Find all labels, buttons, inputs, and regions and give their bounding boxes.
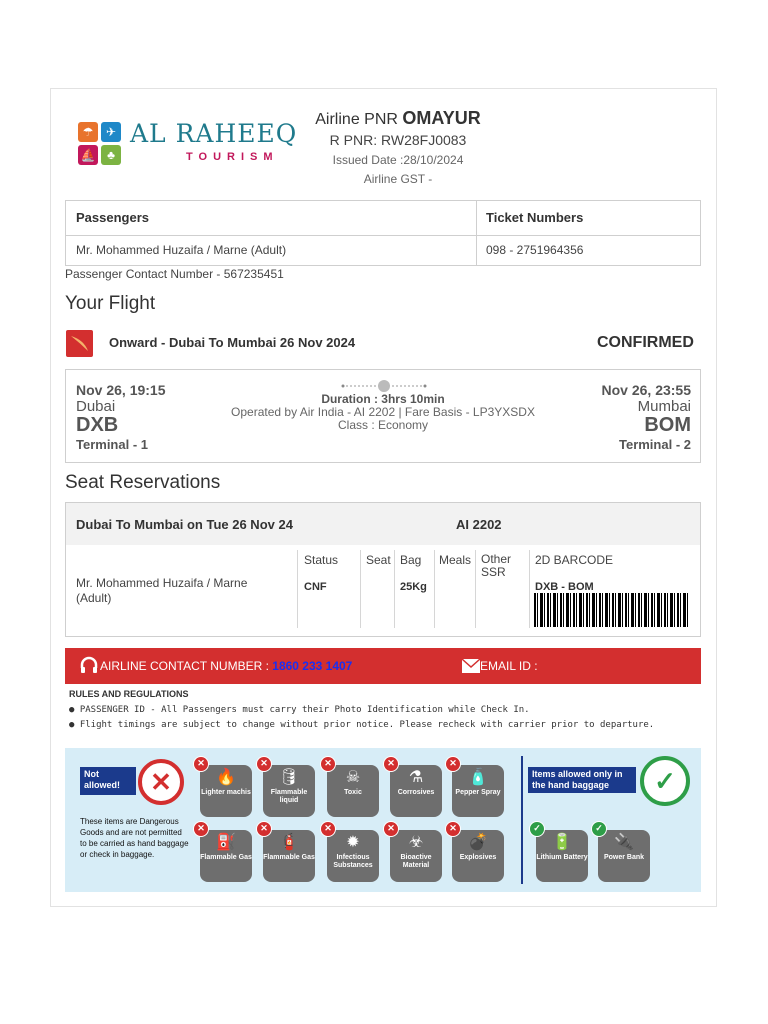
arrival-city: Mumbai	[637, 398, 691, 415]
r-pnr: R PNR: RW28FJ0083	[329, 132, 467, 148]
battery-icon: 🔋	[552, 834, 572, 851]
status-badge: CONFIRMED	[597, 334, 694, 351]
col-status: Status	[304, 553, 339, 567]
route-dots-icon	[340, 380, 428, 392]
gas-cylinder-icon: ⛽	[216, 834, 236, 851]
company-logo	[78, 122, 122, 166]
duration: Duration : 3hrs 10min	[321, 392, 445, 406]
flammable-liquid-icon: 🛢	[278, 769, 300, 786]
seat-status: CNF	[304, 581, 327, 593]
cross-icon: ✕	[193, 756, 209, 772]
palm-icon: ♣	[101, 145, 121, 165]
item-label: Flammable Gas	[263, 854, 315, 861]
rule-text: Flight timings are subject to change without prior notice. Please recheck with carrier prior to departure.	[79, 720, 655, 730]
item-flammable-gas	[200, 830, 252, 882]
item-lithium-battery	[536, 830, 588, 882]
divider	[475, 550, 476, 628]
gas-can-icon: 🧯	[279, 834, 299, 851]
rules-title: RULES AND REGULATIONS	[69, 689, 189, 699]
ticket-number: 098 - 2751964356	[486, 243, 584, 257]
rule-item: ● PASSENGER ID - All Passengers must carry their Photo Identification while Check In.	[69, 705, 530, 715]
email-label: EMAIL ID :	[480, 659, 538, 673]
item-toxic	[327, 765, 379, 817]
item-label: Flammable Gas	[200, 854, 252, 861]
allowed-items-label: Items allowed only in the hand baggage	[528, 767, 636, 793]
not-allowed-icon: ✕	[138, 759, 184, 805]
item-lighter	[200, 765, 252, 817]
departure-time: Nov 26, 19:15	[76, 382, 166, 398]
arrival-code: BOM	[644, 414, 691, 436]
travel-class: Class : Economy	[337, 418, 429, 432]
umbrella-icon: ☂	[78, 122, 98, 142]
departure-terminal: Terminal - 1	[76, 437, 149, 452]
corrosive-icon: ⚗	[408, 769, 424, 786]
item-explosives	[452, 830, 504, 882]
check-icon: ✓	[640, 756, 690, 806]
dangerous-goods-note: These items are Dangerous Goods and are not permitted to be carried as hand baggage or check in baggage.	[80, 817, 189, 859]
cross-icon: ✕	[320, 821, 336, 837]
email-icon	[461, 658, 481, 674]
passengers-header: Passengers	[76, 210, 149, 225]
cross-icon: ✕	[383, 756, 399, 772]
item-label: Pepper Spray	[455, 789, 501, 796]
item-bioactive	[390, 830, 442, 882]
biohazard-icon: ☣	[408, 834, 424, 851]
item-label: Power Bank	[603, 854, 645, 861]
col-bag: Bag	[400, 553, 422, 567]
col-other-ssr: Other SSR	[481, 552, 512, 579]
divider	[394, 550, 395, 628]
barcode-route: DXB - BOM	[535, 581, 594, 593]
airline-contact-number[interactable]: 1860 233 1407	[272, 659, 353, 673]
cross-icon: ✕	[193, 821, 209, 837]
divider	[297, 550, 298, 628]
item-label: Corrosives	[397, 789, 435, 796]
divider	[476, 201, 477, 265]
item-label: Toxic	[344, 789, 362, 796]
lighter-icon: 🔥	[216, 769, 236, 786]
airline-gst: Airline GST -	[363, 172, 433, 186]
barcode-image	[534, 593, 688, 627]
item-flammable-gas-2	[263, 830, 315, 882]
divider	[529, 550, 530, 628]
seat-route: Dubai To Mumbai on Tue 26 Nov 24	[76, 517, 293, 532]
item-flammable-liquid	[263, 765, 315, 817]
departure-code: DXB	[76, 414, 119, 436]
section-title-flight: Your Flight	[65, 293, 156, 314]
pnr-label: Airline PNR	[315, 111, 398, 128]
check-badge-icon: ✓	[591, 821, 607, 837]
passenger-contact: Passenger Contact Number - 567235451	[65, 267, 284, 281]
pepper-spray-icon: 🧴	[468, 769, 488, 786]
logo-subtitle: TOURISM	[186, 151, 279, 163]
item-label: Lighter machis	[201, 789, 251, 796]
rule-item: ● Flight timings are subject to change without prior notice. Please recheck with carrier prior to departure.	[69, 720, 655, 730]
power-bank-icon: 🔌	[614, 834, 634, 851]
cross-icon: ✕	[256, 821, 272, 837]
arrival-time: Nov 26, 23:55	[601, 382, 691, 398]
item-label: Infectious Substances	[333, 854, 373, 869]
airline-contact	[100, 659, 352, 673]
not-allowed-label: Not allowed!	[80, 767, 136, 795]
divider	[360, 550, 361, 628]
operated-by: Operated by Air India - AI 2202 | Fare Basis - LP3YXSDX	[231, 405, 535, 419]
bomb-icon: 💣	[468, 834, 488, 851]
seat-flight-number: AI 2202	[456, 517, 502, 532]
cross-icon: ✕	[256, 756, 272, 772]
rule-text: PASSENGER ID - All Passengers must carry their Photo Identification while Check In.	[79, 705, 530, 715]
seat-passenger: Mr. Mohammed Huzaifa / Marne (Adult)	[76, 576, 248, 605]
item-label: Explosives	[459, 854, 497, 861]
pnr-block	[260, 108, 536, 186]
divider	[521, 756, 523, 884]
col-barcode: 2D BARCODE	[535, 553, 614, 567]
onward-title: Onward - Dubai To Mumbai 26 Nov 2024	[109, 335, 356, 350]
plane-icon: ✈	[101, 122, 121, 142]
passenger-name: Mr. Mohammed Huzaifa / Marne (Adult)	[76, 243, 287, 257]
baggage-allowance: 25Kg	[400, 581, 427, 593]
tickets-header: Ticket Numbers	[486, 210, 584, 225]
item-power-bank	[598, 830, 650, 882]
arrival-terminal: Terminal - 2	[618, 437, 691, 452]
item-label: Lithium Battery	[536, 854, 588, 861]
toxic-icon: ☠	[345, 769, 361, 786]
cross-icon: ✕	[445, 756, 461, 772]
item-pepper-spray	[452, 765, 504, 817]
logo-name: AL RAHEEQ	[130, 119, 298, 148]
section-title-seat: Seat Reservations	[65, 472, 221, 493]
cross-icon: ✕	[320, 756, 336, 772]
item-label: Flammable liquid	[270, 789, 308, 804]
col-seat: Seat	[366, 553, 391, 567]
passengers-table	[65, 200, 701, 266]
headset-icon	[79, 656, 99, 676]
sailboat-icon: ⛵	[78, 145, 98, 165]
pnr-value: OMAYUR	[402, 108, 481, 128]
airline-contact-label: AIRLINE CONTACT NUMBER :	[100, 659, 269, 673]
check-badge-icon: ✓	[529, 821, 545, 837]
cross-icon: ✕	[383, 821, 399, 837]
cross-icon: ✕	[445, 821, 461, 837]
item-corrosives	[390, 765, 442, 817]
divider	[434, 550, 435, 628]
departure-city: Dubai	[76, 398, 116, 415]
item-infectious	[327, 830, 379, 882]
airline-logo-icon	[66, 330, 93, 357]
item-label: Bioactive Material	[400, 854, 432, 869]
col-meals: Meals	[439, 553, 472, 567]
issued-date: Issued Date :28/10/2024	[332, 153, 464, 167]
virus-icon: ✹	[346, 834, 360, 851]
